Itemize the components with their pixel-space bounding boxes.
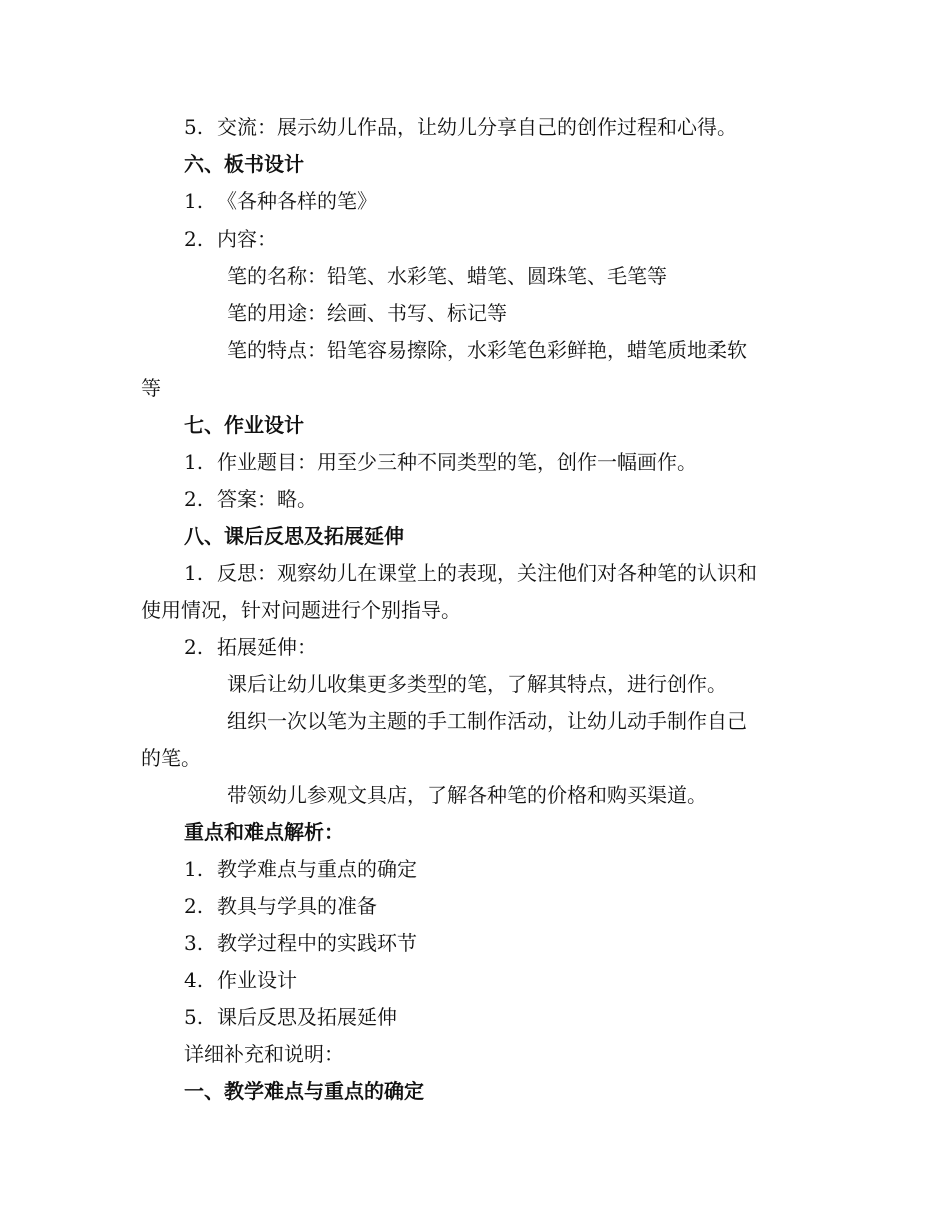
list-number: 2. [184, 894, 204, 918]
extension-line-1: 课后让幼儿收集更多类型的笔，了解其特点，进行创作。 [227, 672, 727, 696]
list-number: 2. [184, 227, 204, 251]
key-point-item-3 [184, 931, 417, 955]
pen-features-line: 笔的特点：铅笔容易擦除，水彩笔色彩鲜艳，蜡笔质地柔软 [227, 338, 747, 362]
list-number: 1. [184, 857, 204, 881]
extension-line-2: 组织一次以笔为主题的手工制作活动，让幼儿动手制作自己 [227, 709, 747, 733]
list-number: 1. [184, 561, 204, 585]
list-text: 课后反思及拓展延伸 [217, 1005, 397, 1029]
exchange-list-item [184, 115, 737, 139]
homework-heading: 七、作业设计 [184, 413, 304, 437]
reflection-heading: 八、课后反思及拓展延伸 [184, 524, 404, 548]
list-number: 2. [184, 487, 204, 511]
list-text: 教学过程中的实践环节 [217, 931, 417, 955]
list-text: 交流：展示幼儿作品，让幼儿分享自己的创作过程和心得。 [217, 115, 737, 139]
key-points-heading: 重点和难点解析： [184, 820, 344, 844]
list-text: 教具与学具的准备 [217, 894, 377, 918]
list-number: 2. [184, 635, 204, 659]
list-number: 5. [184, 1005, 204, 1029]
extension-line-2-continued: 的笔。 [141, 746, 201, 770]
board-design-heading: 六、板书设计 [184, 152, 304, 176]
details-heading: 一、教学难点与重点的确定 [184, 1079, 424, 1103]
list-text: 教学难点与重点的确定 [217, 857, 417, 881]
list-number: 4. [184, 968, 204, 992]
pen-features-line-continued: 等 [141, 376, 161, 400]
pen-uses-line: 笔的用途：绘画、书写、标记等 [227, 301, 507, 325]
pen-names-line: 笔的名称：铅笔、水彩笔、蜡笔、圆珠笔、毛笔等 [227, 264, 667, 288]
reflection-item-1-continued: 使用情况，针对问题进行个别指导。 [141, 598, 461, 622]
reflection-item-1 [184, 561, 757, 585]
list-text: 内容： [217, 227, 277, 251]
key-point-item-1 [184, 857, 417, 881]
key-point-item-2 [184, 894, 377, 918]
reflection-item-2 [184, 635, 317, 659]
list-text: 拓展延伸： [217, 635, 317, 659]
details-intro: 详细补充和说明： [184, 1042, 344, 1066]
list-text: 《各种各样的笔》 [217, 189, 377, 213]
homework-item-2 [184, 487, 317, 511]
list-text: 作业设计 [217, 968, 297, 992]
board-design-item-1 [184, 189, 377, 213]
list-number: 1. [184, 450, 204, 474]
list-number: 5. [184, 115, 204, 139]
board-design-item-2 [184, 227, 277, 251]
key-point-item-4 [184, 968, 297, 992]
list-number: 3. [184, 931, 204, 955]
list-number: 1. [184, 189, 204, 213]
list-text: 作业题目：用至少三种不同类型的笔，创作一幅画作。 [217, 450, 697, 474]
list-text: 反思：观察幼儿在课堂上的表现，关注他们对各种笔的认识和 [217, 561, 757, 585]
list-text: 答案：略。 [217, 487, 317, 511]
homework-item-1 [184, 450, 697, 474]
key-point-item-5 [184, 1005, 397, 1029]
extension-line-3: 带领幼儿参观文具店，了解各种笔的价格和购买渠道。 [227, 783, 707, 807]
